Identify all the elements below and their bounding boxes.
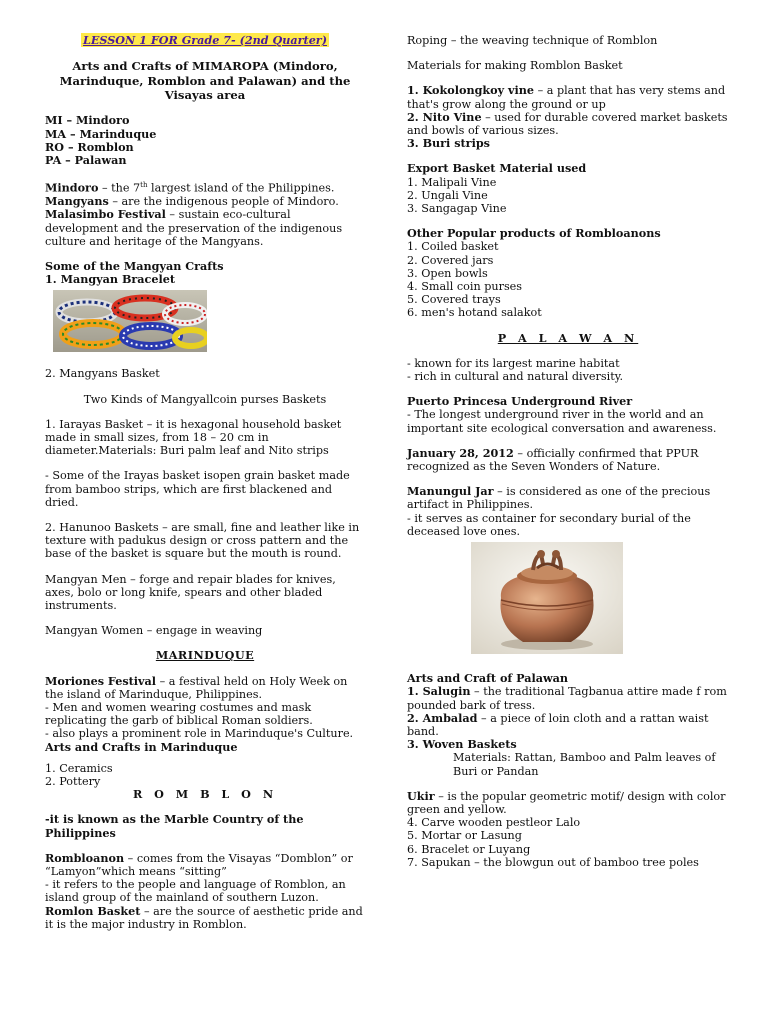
material-1-text: – a plant that has very stems and that's grow along the ground or up	[407, 84, 726, 111]
iraya-text: – it is hexagonal household basket made in small sizes, from 18 – 20 cm in diameter.Materials: Buri palm leaf and Nito strips	[45, 417, 342, 458]
material-2	[407, 111, 729, 137]
export-heading: Export Basket Material used	[407, 161, 587, 176]
manungul-text: – is considered as one of the precious artifact in Philippines.	[407, 485, 711, 512]
mangyan-women-paragraph	[45, 624, 365, 637]
hanunoo-paragraph	[45, 521, 365, 561]
other-item-2: 2. Covered jars	[407, 253, 494, 267]
ambalad-text: – a piece of loin cloth and a rattan waist band.	[407, 711, 709, 738]
two-kinds-heading: Two Kinds of Mangyallcoin purses Baskets	[83, 392, 327, 406]
iraya-term: 1. Iarayas Basket	[45, 417, 144, 431]
rombloanon-term: Rombloanon	[45, 850, 125, 865]
export-item-2: 2. Ungali Vine	[407, 188, 488, 202]
puerto-heading: Puerto Princesa Underground River	[407, 394, 633, 409]
rombloanon-paragraph	[45, 852, 365, 878]
marinduque-item-2: 2. Pottery	[45, 775, 101, 789]
crafts-item-basket: 2. Mangyans Basket	[45, 367, 160, 381]
salugin-text: – the traditional Tagbanua attire made f rom pounded bark of tress.	[407, 685, 727, 712]
palawan-item-4: 4. Carve wooden pestleor Lalo	[407, 816, 581, 830]
hanunoo-term: 2. Hanunoo Baskets	[45, 521, 159, 535]
ordinal-sup: th	[140, 181, 148, 190]
salugin-term: 1. Salugin	[407, 684, 471, 699]
moriones-line-3: - also plays a prominent role in Marinduque's Culture.	[45, 727, 354, 741]
woven-materials: Materials: Rattan, Bamboo and Palm leaves of Buri or Pandan	[453, 751, 716, 778]
other-item-3: 3. Open bowls	[407, 266, 488, 280]
acronym-mi: MI – Mindoro	[45, 113, 130, 128]
mangyans-text: – are the indigenous people of Mindoro.	[108, 195, 339, 209]
manungul-term: Manungul Jar	[407, 484, 494, 499]
right-column	[407, 34, 729, 869]
material-2-text: – used for durable covered market baskets and bowls of various sizes.	[407, 110, 728, 138]
mindoro-text: – the 7	[98, 181, 141, 195]
other-item-4: 4. Small coin purses	[407, 280, 523, 294]
moriones-line-2: - Men and women wearing costumes and mask replicating the garb of biblical Roman soldiers.	[45, 701, 313, 728]
lesson-title: Arts and Crafts of MIMAROPA (Mindoro, Marinduque, Romblon and Palawan) and the Visayas area	[59, 59, 351, 103]
palawan-line-2: - rich in cultural and natural diversity.	[407, 370, 624, 384]
salugin-paragraph	[407, 685, 729, 711]
ukir-term: Ukir	[407, 788, 435, 803]
palawan-item-7: 7. Sapukan – the blowgun out of bamboo tree poles	[407, 855, 699, 869]
palawan-item-6: 6. Bracelet or Luyang	[407, 842, 531, 856]
mangyan-women-text: – engage in weaving	[143, 624, 263, 638]
mangyan-men-text: – forge and repair blades for knives, axes, bolo or long knife, spears and other bladed instruments.	[45, 572, 336, 613]
mangyan-men-term: Mangyan Men	[45, 572, 127, 586]
palawan-line-1: - known for its largest marine habitat	[407, 356, 620, 370]
export-item-1: 1. Malipali Vine	[407, 175, 497, 189]
moriones-paragraph	[45, 675, 365, 701]
materials-heading: Materials for making Romblon Basket	[407, 59, 623, 73]
acronym-ro: RO – Romblon	[45, 139, 134, 154]
iraya-paragraph	[45, 418, 365, 458]
ukir-text: – is the popular geometric motif/ design with color green and yellow.	[407, 789, 726, 816]
romblon-heading: R O M B L O N	[132, 787, 278, 802]
malasimbo-paragraph	[45, 208, 365, 248]
mangyan-men-paragraph	[45, 573, 365, 613]
january-date: January 28, 2012	[407, 445, 514, 460]
manungul-paragraph	[407, 485, 729, 511]
mangyans-term: Mangyans	[45, 194, 109, 209]
mindoro-paragraph	[45, 179, 365, 195]
arts-palawan-heading: Arts and Craft of Palawan	[407, 671, 569, 686]
other-item-5: 5. Covered trays	[407, 293, 501, 307]
other-item-1: 1. Coiled basket	[407, 240, 499, 254]
ukir-paragraph	[407, 790, 729, 816]
rombloanon-line-2: - it refers to the people and language of Romblon, an island group of the mainland of southern Luzon.	[45, 878, 346, 905]
material-1-term: 1. Kokolongkoy vine	[407, 83, 535, 98]
manungul-line-2: - it serves as container for secondary burial of the deceased love ones.	[407, 511, 691, 538]
mangyan-bracelet-photo	[53, 290, 207, 352]
mindoro-text-2: largest island of the Philippines.	[147, 181, 335, 195]
acronym-ma: MA – Marinduque	[45, 126, 157, 141]
left-column	[45, 34, 365, 931]
arts-marinduque-heading: Arts and Crafts in Marinduque	[45, 739, 238, 754]
romlon-term: Romlon Basket	[45, 903, 141, 918]
moriones-text: – a festival held on Holy Week on the island of Marinduque, Philippines.	[45, 674, 348, 701]
roping-line: Roping – the weaving technique of Romblon	[407, 34, 658, 47]
material-3: 3. Buri strips	[407, 136, 490, 151]
malasimbo-term: Malasimbo Festival	[45, 207, 166, 222]
mangyan-women-term: Mangyan Women	[45, 624, 144, 638]
moriones-term: Moriones Festival	[45, 673, 157, 688]
mindoro-term: Mindoro	[45, 180, 99, 195]
lesson-heading: LESSON 1 FOR Grade 7- (2nd Quarter)	[82, 33, 327, 47]
january-text: – officially confirmed that PPUR recognized as the Seven Wonders of Nature.	[407, 446, 699, 474]
marble-country: -it is known as the Marble Country of the Philippines	[45, 812, 304, 840]
january-paragraph	[407, 447, 729, 473]
export-item-3: 3. Sangagap Vine	[407, 202, 507, 216]
rombloanon-text: – comes from the Visayas “Domblon” or “Lamyon”which means “sitting”	[45, 851, 353, 879]
marinduque-heading: MARINDUQUE	[155, 648, 255, 663]
romlon-paragraph	[45, 905, 365, 931]
acronym-pa: PA – Palawan	[45, 153, 127, 168]
other-item-6: 6. men's hotand salakot	[407, 306, 542, 320]
woven-baskets: 3. Woven Baskets	[407, 737, 517, 752]
other-products-heading: Other Popular products of Rombloanons	[407, 226, 661, 241]
marinduque-item-1: 1. Ceramics	[45, 761, 113, 775]
crafts-heading: Some of the Mangyan Crafts	[45, 258, 224, 273]
material-1	[407, 84, 729, 110]
palawan-item-5: 5. Mortar or Lasung	[407, 829, 522, 843]
malasimbo-text: – sustain eco-cultural development and the preservation of the indigenous culture and heritage of the Mangyans.	[45, 208, 343, 248]
ambalad-paragraph	[407, 712, 729, 738]
palawan-heading: P A L A W A N	[497, 330, 639, 345]
romlon-text: – are the source of aesthetic pride and it is the major industry in Romblon.	[45, 904, 363, 931]
crafts-item-bracelet: 1. Mangyan Bracelet	[45, 272, 176, 287]
hanunoo-text: – are small, fine and leather like in texture with padukus design or cross pattern and the base of the basket is square but the mouth is round.	[45, 521, 360, 561]
ambalad-term: 2. Ambalad	[407, 710, 478, 725]
puerto-text: - The longest underground river in the world and an important site ecological conversation and awareness.	[407, 408, 717, 435]
manungul-jar-photo	[471, 542, 623, 654]
material-2-term: 2. Nito Vine	[407, 109, 482, 124]
iraya-extra: - Some of the Irayas basket isopen grain basket made from bamboo strips, which are first blackened and dried.	[45, 469, 350, 509]
lesson-heading-line	[45, 34, 365, 47]
